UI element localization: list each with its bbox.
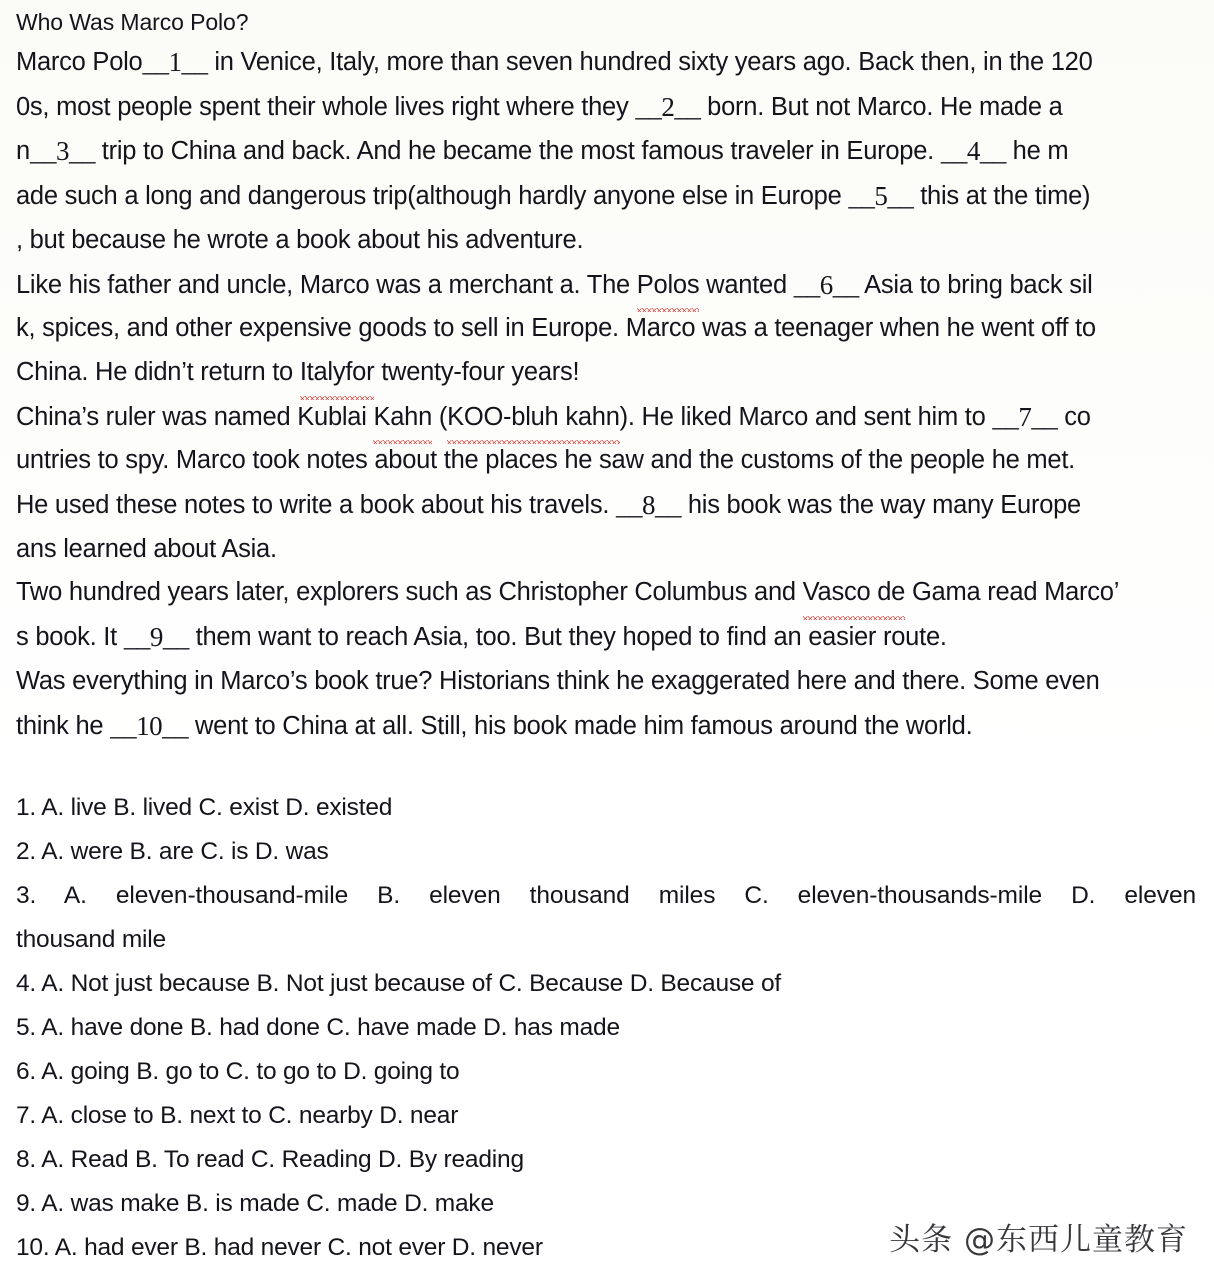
question-item: 8. A. Read B. To read C. Reading D. By reading	[16, 1146, 524, 1174]
question-item: 2. A. were B. are C. is D. was	[16, 838, 329, 866]
passage-text: Was everything in Marco’s book true? Historians think he exaggerated here and there. Some even	[16, 666, 1100, 695]
passage-text: n	[16, 137, 30, 166]
spellcheck-underline: Vasco de	[803, 571, 905, 615]
question-list	[16, 786, 1196, 1270]
passage-paragraph	[16, 395, 1196, 572]
passage-line	[16, 615, 1196, 660]
passage-text: twenty-four years!	[374, 357, 580, 386]
passage-line	[16, 85, 1196, 130]
blank-marker: __4__	[940, 136, 1006, 167]
passage-text: think he	[16, 711, 111, 740]
watermark: 头条 @东西儿童教育	[889, 1222, 1188, 1258]
spellcheck-underline: Italyfor	[300, 351, 375, 395]
question-item: 3. A. eleven-thousand-mile B. eleven thousand miles C. eleven-thousands-mile D. eleven	[16, 882, 1196, 910]
passage-text: co	[1057, 402, 1091, 431]
spellcheck-underline: Kahn	[373, 396, 432, 440]
passage-text: Gama read Marco’	[905, 578, 1120, 607]
passage-text: ). He liked Marco and sent him to	[619, 402, 993, 431]
passage-text: s book. It	[16, 623, 124, 652]
passage-text: his book was the way many Europe	[681, 491, 1081, 520]
passage-line	[16, 263, 1196, 308]
blank-marker: __2__	[635, 91, 701, 122]
passage-text: (	[432, 402, 448, 431]
question-item-continuation: thousand mile	[16, 926, 166, 954]
blank-marker: __6__	[793, 269, 859, 300]
passage-text: in Venice, Italy, more than seven hundred sixty years ago. Back then, in the 120	[207, 48, 1093, 76]
question-item: 1. A. live B. lived C. exist D. existed	[16, 794, 393, 822]
passage-line	[16, 395, 1196, 440]
passage-text: untries to spy. Marco took notes about the places he saw and the customs of the people he met.	[16, 446, 1075, 475]
passage-text: China. He didn’t return to	[16, 357, 300, 386]
question-item: 10. A. had ever B. had never C. not ever D. never	[16, 1234, 543, 1262]
spellcheck-underline: Polos	[637, 264, 700, 308]
passage-line	[16, 307, 1196, 351]
passage-line	[16, 129, 1196, 174]
passage-text: this at the time)	[913, 182, 1091, 211]
passage-text: ade such a long and dangerous trip(although hardly anyone else in Europe	[16, 182, 849, 211]
spellcheck-underline: KOO-bluh kahn	[447, 396, 620, 440]
blank-marker: __5__	[848, 181, 914, 212]
question-item: 5. A. have done B. had done C. have made D. has made	[16, 1014, 620, 1042]
passage-paragraph	[16, 660, 1196, 748]
passage-text: he m	[1005, 137, 1069, 166]
blank-marker: __1__	[142, 47, 208, 77]
passage-text: born. But not Marco. He made a	[700, 92, 1063, 121]
question-item: 6. A. going B. go to C. to go to D. going to	[16, 1058, 460, 1086]
blank-marker: __8__	[616, 490, 682, 521]
passage-text: trip to China and back. And he became the most famous traveler in Europe.	[94, 137, 941, 166]
passage-text: China’s ruler was named Kublai	[16, 402, 374, 431]
blank-marker: __7__	[992, 401, 1058, 432]
question-item: 4. A. Not just because B. Not just because of C. Because D. Because of	[16, 970, 781, 998]
passage-body	[16, 40, 1196, 748]
blank-marker: __9__	[123, 622, 189, 653]
passage-text: ans learned about Asia.	[16, 534, 277, 563]
passage-line	[16, 439, 1196, 483]
passage-text: Marco Polo	[16, 48, 143, 76]
passage-line	[16, 174, 1196, 219]
passage-line	[16, 704, 1196, 749]
page-title: Who Was Marco Polo?	[16, 9, 249, 35]
passage-text: went to China at all. Still, his book made him famous around the world.	[188, 711, 973, 740]
question-item: 7. A. close to B. next to C. nearby D. near	[16, 1102, 459, 1130]
question-item: 9. A. was make B. is made C. made D. make	[16, 1190, 494, 1218]
passage-text: Like his father and uncle, Marco was a merchant a. The	[16, 270, 637, 299]
passage-line	[16, 660, 1196, 704]
passage-line	[16, 219, 1196, 263]
passage-line	[16, 483, 1196, 528]
passage-line	[16, 351, 1196, 395]
passage-text: k, spices, and other expensive goods to sell in Europe. Marco was a teenager when he went off to	[16, 314, 1096, 343]
passage-text: Asia to bring back sil	[858, 270, 1093, 299]
blank-marker: __3__	[29, 136, 95, 167]
blank-marker: __10__	[110, 710, 189, 741]
passage-text: them want to reach Asia, too. But they hoped to find an easier route.	[188, 623, 947, 652]
passage-line	[16, 528, 1196, 572]
passage-text: wanted	[699, 270, 794, 299]
passage-text: 0s, most people spent their whole lives right where they	[16, 92, 636, 121]
passage-text: , but because he wrote a book about his adventure.	[16, 225, 584, 254]
passage-text: He used these notes to write a book about his travels.	[16, 491, 617, 520]
passage-line	[16, 571, 1196, 615]
passage-paragraph	[16, 40, 1196, 263]
passage-paragraph	[16, 263, 1196, 395]
passage-text: Two hundred years later, explorers such as Christopher Columbus and	[16, 578, 803, 607]
passage-paragraph	[16, 571, 1196, 659]
passage-line	[16, 40, 1196, 85]
